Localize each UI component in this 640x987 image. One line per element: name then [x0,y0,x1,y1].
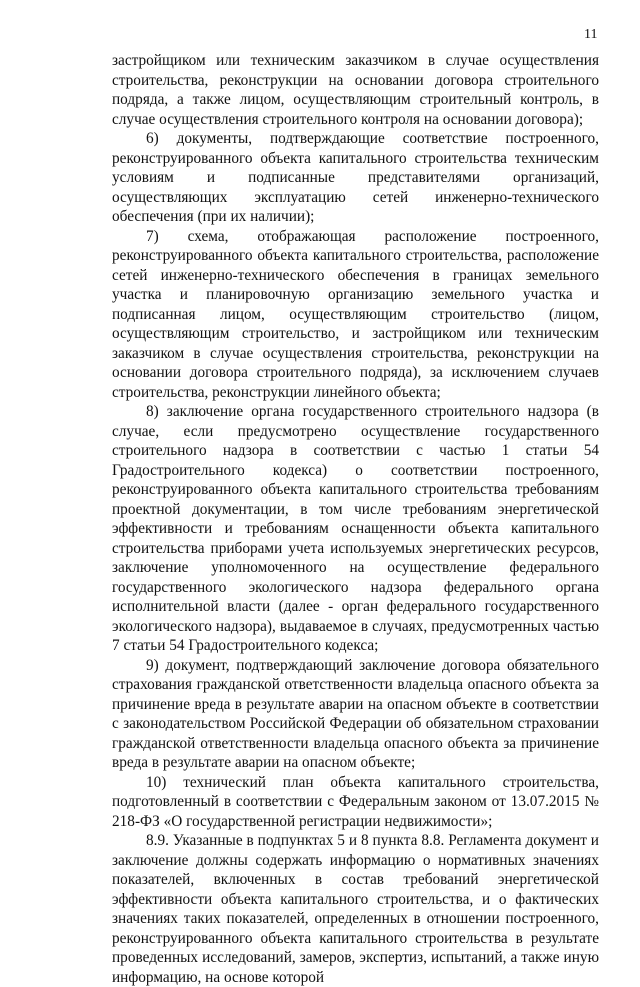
paragraph-section-8-9: 8.9. Указанные в подпунктах 5 и 8 пункта 8.8. Регламента документ и заключение должны содержать информацию о нормативных значениях показателей, включенных в состав требований энергетической эффективности объекта капитального строительства, и о фактических значениях таких показателей, определенных в отношении построенного, реконструированного объекта капитального строительства в результате проведенных исследований, замеров, экспертиз, испытаний, а также иную информацию, на основе которой [112,832,599,986]
document-body [112,51,599,987]
page-number: 11 [584,27,598,42]
paragraph-item-6: 6) документы, подтверждающие соответствие построенного, реконструированного объекта капитального строительства техническим условиям и подписанные представителями организаций, осуществляющих эксплуатацию сетей инженерно-технического обеспечения (при их наличии); [112,130,599,225]
paragraph-item-7: 7) схема, отображающая расположение построенного, реконструированного объекта капитального строительства, расположение сетей инженерно-технического обеспечения в границах земельного участка и планировочную организацию земельного участка и подписанная лицом, осуществляющим строительство (лицом, осуществляющим строительство, и застройщиком или техническим заказчиком в случае осуществления строительства, реконструкции на основании договора строительного подряда), за исключением случаев строительства, реконструкции линейного объекта; [112,227,599,401]
paragraph-continuation: застройщиком или техническим заказчиком в случае осуществления строительства, реконструкции на основании договора строительного подряда, а также лицом, осуществляющим строительный контроль, в случае осуществления строительного контроля на основании договора); [112,52,599,128]
paragraph-item-8: 8) заключение органа государственного строительного надзора (в случае, если предусмотрено осуществление государственного строительного надзора в соответствии с частью 1 статьи 54 Градостроительного кодекса) о соответствии построенного, реконструированного объекта капитального строительства требованиям проектной документации, в том числе требованиям энергетической эффективности и требованиям оснащенности объекта капитального строительства приборами учета используемых энергетических ресурсов, заключение уполномоченного на осуществление федерального государственного экологического надзора федерального органа исполнительной власти (далее - орган федерального государственного экологического надзора), выдаваемое в случаях, предусмотренных частью 7 статьи 54 Градостроительного кодекса; [112,403,599,654]
paragraph-item-9: 9) документ, подтверждающий заключение договора обязательного страхования гражданской ответственности владельца опасного объекта за причинение вреда в результате аварии на опасном объекте в соответствии с законодательством Российской Федерации об обязательном страховании гражданской ответственности владельца опасного объекта за причинение вреда в результате аварии на опасном объекте; [112,656,599,771]
paragraph-item-10: 10) технический план объекта капитального строительства, подготовленный в соответствии с Федеральным законом от 13.07.2015 № 218-ФЗ «О государственной регистрации недвижимости»; [112,773,599,830]
